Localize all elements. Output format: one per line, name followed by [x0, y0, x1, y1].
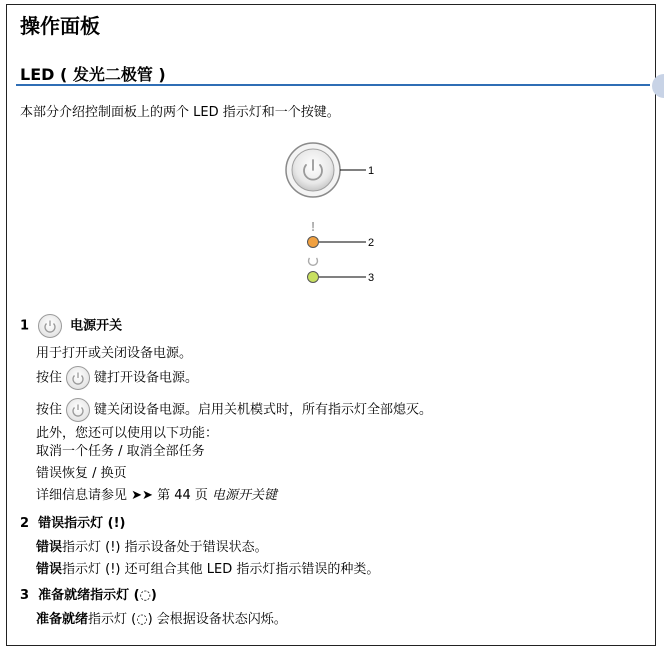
reference-link[interactable]: 电源开关键 — [212, 488, 278, 503]
item-2-desc-1: 错误指示灯 (!) 指示设备处于错误状态。 — [36, 540, 268, 555]
item-2-heading: 2 错误指示灯 (!) — [20, 516, 126, 531]
error-symbol: ! — [310, 219, 316, 234]
item-1-cancel: 取消一个任务 / 取消全部任务 — [36, 444, 205, 459]
item-1-power-on: 按住 键打开设备电源。 — [36, 366, 198, 390]
power-button-icon — [66, 366, 90, 390]
power-button-icon — [66, 398, 90, 422]
double-arrow-icon: ➤➤ — [131, 488, 153, 503]
item-3-heading: 3 准备就绪指示灯 (◌) — [20, 588, 157, 603]
item-1-heading — [20, 314, 122, 338]
item-3-desc: 准备就绪指示灯 (◌) 会根据设备状态闪烁。 — [36, 612, 287, 627]
item-1-power-off: 按住 键关闭设备电源。启用关机模式时，所有指示灯全部熄灭。 — [36, 398, 432, 422]
callout-1: 1 — [368, 165, 375, 177]
item-1-recovery: 错误恢复 / 换页 — [36, 466, 127, 481]
ready-symbol-icon — [309, 258, 318, 265]
item-title: 电源开关 — [70, 318, 123, 334]
page-title: 操作面板 — [20, 14, 100, 38]
ready-led-icon — [308, 272, 319, 283]
power-button-icon — [38, 314, 62, 338]
item-number: 1 — [20, 318, 30, 334]
intro-text: 本部分介绍控制面板上的两个 LED 指示灯和一个按键。 — [20, 105, 340, 120]
error-led-icon — [308, 237, 319, 248]
control-panel-diagram — [0, 0, 664, 300]
item-2-desc-2: 错误指示灯 (!) 还可组合其他 LED 指示灯指示错误的种类。 — [36, 562, 380, 577]
callout-2: 2 — [368, 237, 375, 249]
power-button-illustration — [286, 143, 340, 197]
item-1-reference: 详细信息请参见 ➤➤ 第 44 页 电源开关键 — [36, 488, 278, 503]
item-1-desc: 用于打开或关闭设备电源。 — [36, 346, 193, 361]
section-title: LED ( 发光二极管 ) — [20, 65, 166, 84]
item-1-extra: 此外，您还可以使用以下功能： — [36, 426, 219, 441]
callout-3: 3 — [368, 272, 375, 284]
